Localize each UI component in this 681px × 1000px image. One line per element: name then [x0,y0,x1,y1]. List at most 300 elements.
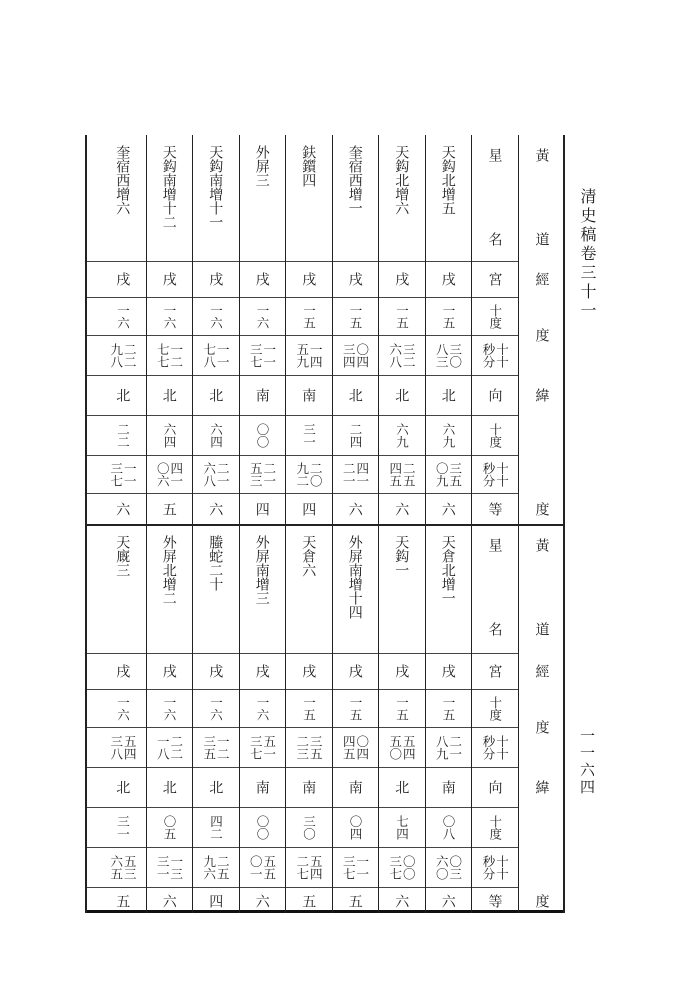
star-lat-ms [146,455,193,493]
label-char: 名 [486,232,503,246]
star-lat-deg-text: 〇四 [348,814,363,840]
star-dir-text: 北 [346,388,363,402]
star-lat-ms-pair [201,461,231,487]
star-lat-deg [99,415,146,455]
column-divider [285,135,286,913]
star-lon-ms-pair [249,735,275,760]
star-lon-ms-pair [201,734,231,760]
star-lon-deg-text: 一六 [208,303,224,329]
star-lat-ms [239,455,286,493]
star-lon-ms-pair-part: 三八 [108,734,124,760]
star-lon-ms-pair-part: 五九 [294,342,310,368]
label-char: 向 [486,780,503,794]
label-minsec-pair-part: 秒分 [481,734,496,760]
star-name-text: 外屏南增三 [253,535,270,605]
column-divider [146,135,147,913]
star-lat-ms-pair [342,855,368,880]
star-name-text: 奎宿西增六 [114,145,131,215]
star-lat-deg [192,415,239,455]
star-dir [239,767,286,807]
star-lon-ms-pair-part: 一二 [168,342,184,368]
star-palace [425,261,472,297]
star-lat-ms-pair-part: 〇〇 [401,854,417,880]
star-name-text: 天鈎北增六 [393,145,410,215]
star-lat-deg [99,807,146,847]
label-char: 名 [486,622,503,636]
label-palace [471,261,518,297]
star-lon-deg-text: 一六 [115,303,131,329]
column-divider [471,135,472,913]
star-lat-ms-pair [108,461,138,487]
star-name [332,135,379,261]
star-lon-ms-pair [342,735,368,760]
header-du [518,311,565,359]
header-char: 經 [533,664,550,678]
star-lon-ms-pair [342,343,368,368]
star-lat-ms [425,847,472,887]
star-lat-ms-pair-part: 二一 [215,461,231,487]
star-lon-ms-pair-part: 一四 [308,342,324,368]
star-mag-text: 四 [300,502,317,516]
star-lat-deg [239,415,286,455]
header-du2 [518,493,565,525]
column-divider [332,135,333,913]
star-name [332,525,379,653]
star-name-text: 外屏三 [253,145,270,187]
star-lat-ms-pair-part: 六〇 [434,854,450,880]
star-lon-ms-pair-part: 三二 [401,342,417,368]
star-lat-deg-text: 〇〇 [255,814,270,840]
star-lon-ms [285,335,332,375]
star-lon-ms [99,727,146,767]
star-palace [192,261,239,297]
header-char: 道 [533,232,550,246]
star-palace-text: 戌 [114,272,131,286]
star-mag-text: 五 [160,502,177,516]
star-lat-ms-pair-part: 四一 [354,461,370,487]
star-palace-text: 戌 [393,272,410,286]
star-lon-ms-pair-part: 一八 [155,734,171,760]
star-lon-deg-text: 一六 [208,695,224,721]
row-divider [85,297,518,298]
label-char: 星 [486,148,503,162]
label-minsec-pair-part: 秒分 [481,342,496,368]
star-name [146,135,193,261]
star-lon-ms-pair-part: 三四 [341,342,357,368]
star-lat-ms-pair-part: 二五 [401,461,417,487]
header-char: 度 [533,502,550,516]
star-lon-ms-pair [249,343,275,368]
star-palace-text: 戌 [160,664,177,678]
star-lon-ms-pair-part: 二一 [447,734,463,760]
label-xing [471,525,518,565]
star-lat-ms-pair-part: 一一 [122,461,138,487]
label-char: 宮 [486,272,503,286]
star-mag [285,493,332,525]
star-lat-ms-pair-part: 五五 [261,854,277,880]
star-mag [239,493,286,525]
star-lon-ms-pair-part: 二三 [294,734,310,760]
star-palace [239,653,286,689]
row-divider [85,847,518,848]
star-palace-text: 戌 [160,272,177,286]
row-divider [85,415,518,416]
star-lon-ms-pair [108,734,138,760]
star-lat-ms-pair-part: 三七 [387,854,403,880]
star-dir [192,767,239,807]
column-divider [563,135,565,913]
star-lat-deg-text: 〇五 [162,814,177,840]
star-lon-deg-text: 一六 [115,695,131,721]
star-lat-ms [332,847,379,887]
star-name-text: 天鈎一 [393,535,410,577]
star-lat-deg [146,415,193,455]
star-name [285,135,332,261]
star-lon-ms [146,335,193,375]
star-name-text: 奎宿西增一 [346,145,363,215]
star-palace-text: 戌 [439,272,456,286]
label-mag [471,493,518,525]
row-divider [85,335,518,336]
star-lon-ms-pair-part: 三〇 [447,342,463,368]
star-name [99,135,146,261]
star-mag [146,493,193,525]
label-dir [471,767,518,807]
star-lon-deg-text: 一五 [301,695,317,721]
star-lon-deg [425,689,472,727]
star-dir [378,767,425,807]
star-lat-ms [425,455,472,493]
star-lon-ms-pair-part: 〇四 [354,734,370,760]
star-lat-ms-pair-part: 一三 [168,854,184,880]
label-ming [471,221,518,257]
star-lon-deg [146,297,193,335]
star-dir [332,767,379,807]
star-lon-ms-pair-part: 三五 [308,734,324,760]
star-lat-ms-pair-part: 二五 [215,854,231,880]
star-palace [192,653,239,689]
star-lon-deg [239,297,286,335]
star-lon-ms-pair-part: 五〇 [387,734,403,760]
star-lon-ms-pair-part: 七七 [155,342,171,368]
label-char: 星 [486,538,503,552]
star-dir-text: 北 [160,780,177,794]
star-lon-deg-text: 一六 [162,695,177,721]
star-palace [378,261,425,297]
label-ming [471,611,518,647]
label-minsec2-pair [482,855,508,880]
star-lat-deg-text: 六九 [394,422,410,448]
star-palace-text: 戌 [253,272,270,286]
star-lat-ms-pair [387,854,417,880]
label-minsec2 [471,847,518,887]
column-divider [378,135,379,913]
star-name-text: 螣蛇二十 [207,535,224,591]
star-dir-text: 南 [439,780,456,794]
label-char: 十度 [487,695,503,721]
star-lat-ms-pair [249,855,275,880]
star-dir-text: 北 [114,388,131,402]
header-jing [518,653,565,689]
star-lon-ms [332,335,379,375]
label-xing [471,135,518,175]
star-dir [146,767,193,807]
star-lat-ms [146,847,193,887]
star-lon-ms [192,335,239,375]
star-lat-ms [99,455,146,493]
star-lon-deg-text: 一五 [394,695,410,721]
label-char: 等 [486,502,503,516]
star-lon-ms [146,727,193,767]
star-lon-ms-pair [435,343,461,368]
header-huang [518,525,565,565]
star-lon-deg [332,297,379,335]
star-lon-ms-pair [294,734,324,760]
label-dir [471,375,518,415]
row-divider [85,653,518,654]
star-palace [146,653,193,689]
star-name [192,135,239,261]
running-title: 清史稿卷三十一 [578,188,597,321]
star-lon-ms-pair [108,342,138,368]
star-lat-ms-pair [435,855,461,880]
star-lon-deg [239,689,286,727]
star-lon-ms [99,335,146,375]
column-divider [425,135,426,913]
row-divider [85,493,518,494]
star-dir [99,375,146,415]
star-lon-deg-text: 一五 [441,303,456,329]
star-lat-ms-pair-part: 三一 [155,854,171,880]
star-palace-text: 戌 [393,664,410,678]
star-lon-deg-text: 一五 [441,695,456,721]
star-dir-text: 南 [253,388,270,402]
star-dir [99,767,146,807]
star-dir-text: 北 [207,780,224,794]
star-lon-ms-pair-part: 四五 [341,734,357,760]
star-lat-ms [192,847,239,887]
star-lat-ms-pair-part: 二〇 [308,461,324,487]
star-lon-ms [239,727,286,767]
star-lon-deg-text: 一六 [255,695,270,721]
star-mag-text: 四 [207,894,224,908]
label-char: 向 [486,388,503,402]
star-lon-deg-text: 一五 [348,303,363,329]
star-dir [332,375,379,415]
star-lon-deg [99,297,146,335]
header-char: 黃 [533,148,550,162]
star-lon-ms-pair-part: 五四 [401,734,417,760]
star-lat-ms-pair [387,461,417,487]
column-divider [192,135,193,913]
label-deg [471,689,518,727]
star-name-text: 天鈎南增十二 [160,145,177,229]
star-lat-deg-text: 七四 [394,814,410,840]
table-bottom-rule [85,910,565,913]
star-lat-ms-pair-part: 五三 [122,854,138,880]
star-mag-text: 六 [160,894,177,908]
star-lat-ms [378,847,425,887]
star-lat-deg-text: 二四 [348,422,363,448]
label-minsec-pair [482,343,508,368]
star-lon-ms-pair-part: 二二 [122,342,138,368]
label-minsec2 [471,455,518,493]
star-lon-ms-pair [294,342,324,368]
star-name [99,525,146,653]
star-lon-ms-pair [387,734,417,760]
star-lat-ms [378,455,425,493]
header-char: 黃 [533,538,550,552]
star-lat-deg [146,807,193,847]
star-mag-text: 四 [253,502,270,516]
star-lat-ms-pair-part: 九六 [201,854,217,880]
star-dir-text: 南 [253,780,270,794]
star-lat-ms-pair-part: 一一 [354,854,370,880]
star-dir [425,375,472,415]
row-divider [85,887,518,888]
star-lon-deg-text: 一五 [394,303,410,329]
star-mag [99,493,146,525]
star-dir [192,375,239,415]
star-lat-ms-pair-part: 四五 [387,461,403,487]
star-palace-text: 戌 [346,664,363,678]
star-lat-ms-pair-part: 五三 [248,461,264,487]
star-name-text: 天廐三 [114,535,131,577]
label-char: 宮 [486,664,503,678]
header-du [518,703,565,751]
header-dao [518,611,565,647]
star-palace-text: 戌 [300,664,317,678]
row-divider [85,689,518,690]
star-lat-deg-text: 六九 [441,422,456,448]
star-lon-ms-pair-part: 一一 [261,342,277,368]
star-lon-ms-pair [156,735,182,760]
star-lat-deg [425,807,472,847]
star-palace [99,261,146,297]
star-palace-text: 戌 [207,272,224,286]
header-wei [518,375,565,415]
label-deg2 [471,807,518,847]
star-lat-ms-pair-part: 二一 [341,461,357,487]
star-lon-ms-pair-part: 八九 [434,734,450,760]
header-char: 緯 [533,388,550,402]
star-lat-deg-text: 〇〇 [255,422,270,448]
star-lat-ms [239,847,286,887]
star-mag [332,493,379,525]
star-lat-ms [99,847,146,887]
star-palace-text: 戌 [253,664,270,678]
star-lat-ms-pair-part: 五四 [308,854,324,880]
star-lat-ms-pair-part: 六五 [108,854,124,880]
label-char: 等 [486,894,503,908]
star-palace [239,261,286,297]
star-lon-ms-pair-part: 七八 [201,342,217,368]
star-lon-ms-pair-part: 二二 [168,734,184,760]
column-divider [85,135,87,913]
star-dir-text: 南 [300,780,317,794]
label-minsec-pair [482,735,508,760]
star-lat-ms-pair [156,855,182,880]
star-name-text: 天鈎北增五 [439,145,456,215]
star-lon-deg-text: 一六 [255,303,270,329]
star-name-text: 天倉六 [300,535,317,577]
header-char: 度 [533,328,550,342]
star-name [146,525,193,653]
column-divider [239,135,240,913]
star-lat-ms-pair-part: 三七 [341,854,357,880]
star-lon-deg-text: 一五 [301,303,317,329]
row-divider [85,261,518,262]
star-lon-deg [192,297,239,335]
label-minsec [471,335,518,375]
label-palace [471,653,518,689]
star-lat-deg [332,415,379,455]
star-mag-text: 六 [439,502,456,516]
star-dir [425,767,472,807]
row-divider [85,727,518,728]
star-dir-text: 北 [207,388,224,402]
label-minsec2-pair-part: 秒分 [481,854,496,880]
star-lon-deg [99,689,146,727]
star-palace [99,653,146,689]
star-dir-text: 北 [160,388,177,402]
star-lon-ms-pair [201,342,231,368]
star-mag-text: 六 [393,502,410,516]
star-lon-ms-pair-part: 三五 [201,734,217,760]
star-lat-deg [332,807,379,847]
star-lat-ms-pair-part: 〇三 [447,854,463,880]
label-char: 十度 [487,422,503,448]
star-mag [192,493,239,525]
star-lat-deg [425,415,472,455]
star-mag-text: 五 [300,894,317,908]
star-lat-ms-pair [201,854,231,880]
star-lat-ms-pair-part: 三五 [447,461,463,487]
row-divider [85,767,518,768]
star-lat-ms-pair-part: 四一 [168,461,184,487]
star-lat-deg [285,807,332,847]
half-divider [85,524,565,526]
star-lon-ms-pair-part: 一一 [215,342,231,368]
header-char: 道 [533,622,550,636]
label-minsec2-pair-part: 秒分 [481,461,496,487]
star-lat-deg [285,415,332,455]
star-name [378,135,425,261]
star-lon-deg [378,297,425,335]
star-lon-ms-pair-part: 〇四 [354,342,370,368]
star-name [378,525,425,653]
star-lon-ms [239,335,286,375]
star-lon-ms-pair-part: 九八 [108,342,124,368]
star-lon-ms-pair [435,735,461,760]
header-char: 緯 [533,780,550,794]
star-name-text: 外屏南增十四 [346,535,363,619]
star-mag-text: 六 [393,894,410,908]
star-lon-ms-pair-part: 五四 [122,734,138,760]
label-char: 十度 [487,814,503,840]
label-deg [471,297,518,335]
star-lat-deg [378,807,425,847]
label-deg2 [471,415,518,455]
header-jing [518,261,565,297]
header-char: 度 [533,720,550,734]
star-lat-ms-pair-part: 六八 [201,461,217,487]
star-lon-ms [285,727,332,767]
star-mag-text: 五 [114,894,131,908]
star-dir-text: 北 [439,388,456,402]
star-lat-deg-text: 三一 [301,422,317,448]
star-catalog-table [85,135,565,913]
